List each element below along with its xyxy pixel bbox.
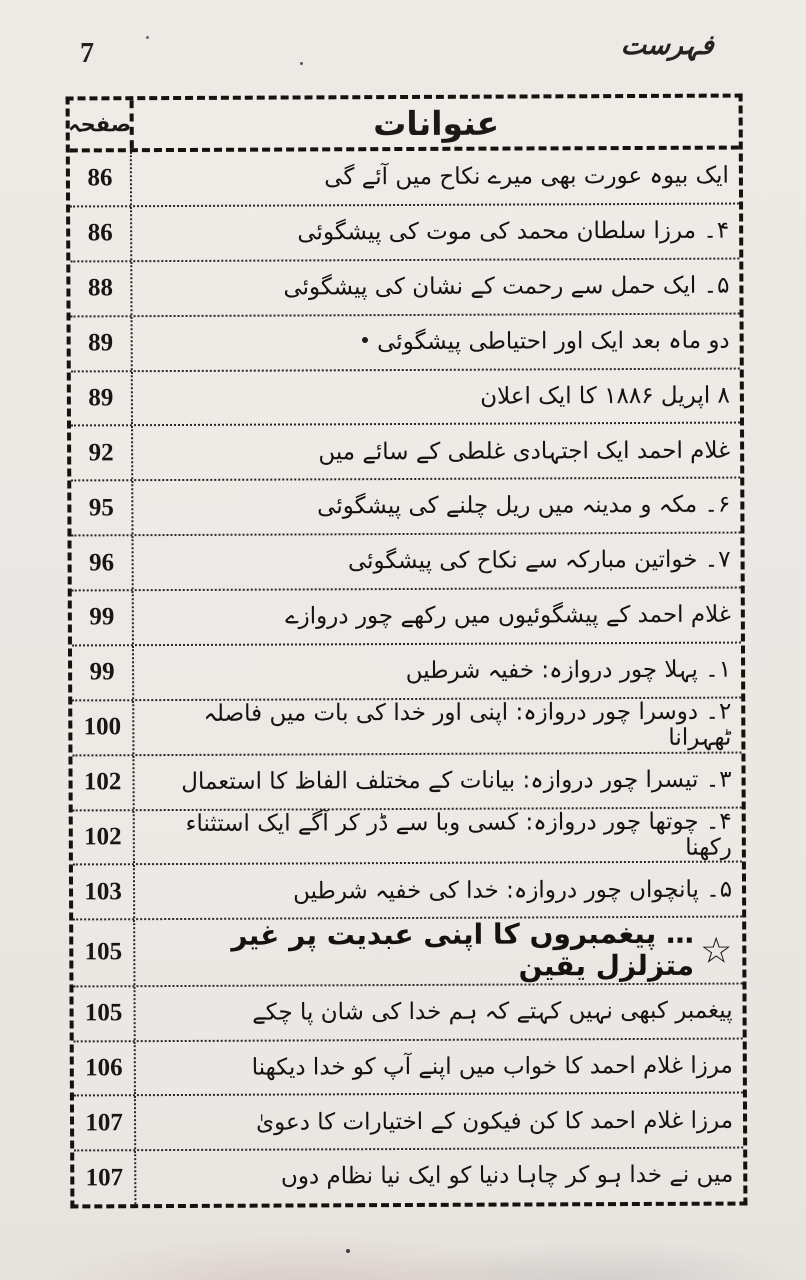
toc-rows (70, 150, 744, 1205)
row-title-text: ۲۔ دوسرا چور دروازہ: اپنی اور خدا کی بات میں فاصلہ ٹھہرانا (203, 698, 732, 752)
row-page-number: 103 (73, 866, 135, 919)
table-row (72, 643, 741, 701)
row-page-number: 92 (71, 427, 133, 480)
row-title (133, 479, 740, 535)
table-row (73, 918, 742, 987)
row-title (133, 314, 740, 370)
index-title: فہرست (620, 30, 716, 61)
row-page-number: 102 (73, 811, 135, 864)
title-column-header: عنوانات (373, 103, 500, 143)
row-page-number: 105 (73, 987, 135, 1040)
row-page-number: 96 (71, 536, 133, 589)
star-icon: ☆ (699, 931, 733, 973)
table-row (70, 259, 739, 317)
row-title-text: غلام احمد ایک اجتہادی غلطی کے سائے میں (318, 437, 731, 465)
toc-header-row (70, 98, 739, 153)
row-page-number: 86 (70, 152, 132, 205)
table-row (72, 698, 741, 756)
row-page-number: 106 (74, 1042, 136, 1095)
row-title-text: ۵۔ پانچواں چور دروازہ: خدا کی خفیہ شرطیں (292, 876, 733, 905)
row-title (133, 424, 740, 480)
page-column-header: صفحہ (70, 100, 134, 148)
toc-table (66, 94, 748, 1209)
ink-speck (146, 36, 149, 39)
table-row (71, 534, 740, 592)
row-page-number: 95 (71, 481, 133, 534)
row-title-text: ۶۔ مکہ و مدینہ میں ریل چلنے کی پیشگوئی (317, 492, 731, 520)
row-title (133, 369, 740, 425)
row-title-text: مرزا غلام احمد کا کن فیکون کے اختیارات کا دعویٰ (256, 1107, 734, 1136)
ink-speck (300, 62, 303, 65)
row-title-text: ۴۔ مرزا سلطان محمد کی موت کی پیشگوئی (297, 217, 730, 246)
ink-speck (362, 337, 368, 343)
row-title-text: میں نے خدا ہو کر چاہا دنیا کو ایک نیا نظام دوں (280, 1162, 734, 1191)
row-title (133, 534, 740, 590)
row-title (136, 1149, 743, 1205)
table-row (71, 314, 740, 372)
row-title-text: ۴۔ چوتھا چور دروازہ: کسی وبا سے ڈر کر آگے ایک استثناء رکھنا (185, 808, 732, 861)
row-title-text: پیغمبر کبھی نہیں کہتے کہ ہم خدا کی شان پا چکے (252, 997, 733, 1026)
table-row (72, 589, 741, 647)
row-page-number: 107 (74, 1151, 136, 1204)
table-row (73, 808, 742, 866)
table-row (74, 1094, 743, 1152)
row-title-text: ۳۔ تیسرا چور دروازہ: بیانات کے مختلف الفاظ کا استعمال (181, 766, 732, 795)
table-row (74, 1149, 743, 1205)
table-row (72, 753, 741, 811)
row-title-text: ۵۔ ایک حمل سے رحمت کے نشان کی پیشگوئی (283, 272, 730, 301)
row-title (135, 808, 742, 864)
row-title (135, 918, 742, 985)
table-row (71, 424, 740, 482)
folio-number: 7 (80, 38, 94, 69)
row-title-text: ایک بیوہ عورت بھی میرے نکاح میں آئے گی (324, 162, 729, 191)
table-row (71, 369, 740, 427)
row-page-number: 89 (71, 317, 133, 370)
row-page-number: 86 (70, 207, 132, 260)
row-page-number: 105 (73, 920, 135, 985)
row-title-text: ۱۔ پہلا چور دروازہ: خفیہ شرطیں (405, 656, 732, 685)
row-title (134, 698, 741, 754)
table-row (73, 984, 742, 1042)
row-title-text: مرزا غلام احمد کا خواب میں اپنے آپ کو خدا دیکھنا (251, 1052, 733, 1081)
row-title-text: … پیغمبروں کا اپنی عبدیت پر غیر متزلزل یقین (231, 916, 695, 983)
row-page-number: 88 (70, 262, 132, 315)
row-page-number: 100 (72, 701, 134, 754)
row-title (134, 589, 741, 645)
table-row (74, 1039, 743, 1097)
table-row (70, 204, 739, 262)
row-title (136, 1039, 743, 1095)
row-title (132, 204, 739, 260)
row-title (135, 984, 742, 1040)
page-top-header (0, 0, 806, 95)
table-row (73, 863, 742, 921)
row-title-text: ۷۔ خواتین مبارکہ سے نکاح کی پیشگوئی (347, 546, 731, 575)
row-title (134, 643, 741, 699)
row-title-text: غلام احمد کے پیشگوئیوں میں رکھے چور دروازے (285, 601, 731, 630)
row-page-number: 107 (74, 1097, 136, 1150)
row-title (132, 259, 739, 315)
table-row (70, 150, 739, 208)
row-title-text: دو ماہ بعد ایک اور احتیاطی پیشگوئی (377, 327, 730, 355)
row-page-number: 99 (72, 591, 134, 644)
row-title (134, 753, 741, 809)
row-title (135, 863, 742, 919)
table-row (71, 479, 740, 537)
row-page-number: 89 (71, 372, 133, 425)
ink-speck (346, 1249, 350, 1253)
row-title (136, 1094, 743, 1150)
row-title (132, 150, 739, 206)
row-page-number: 102 (72, 756, 134, 809)
row-page-number: 99 (72, 646, 134, 699)
row-title-text: ۸ اپریل ۱۸۸۶ کا ایک اعلان (480, 382, 730, 410)
